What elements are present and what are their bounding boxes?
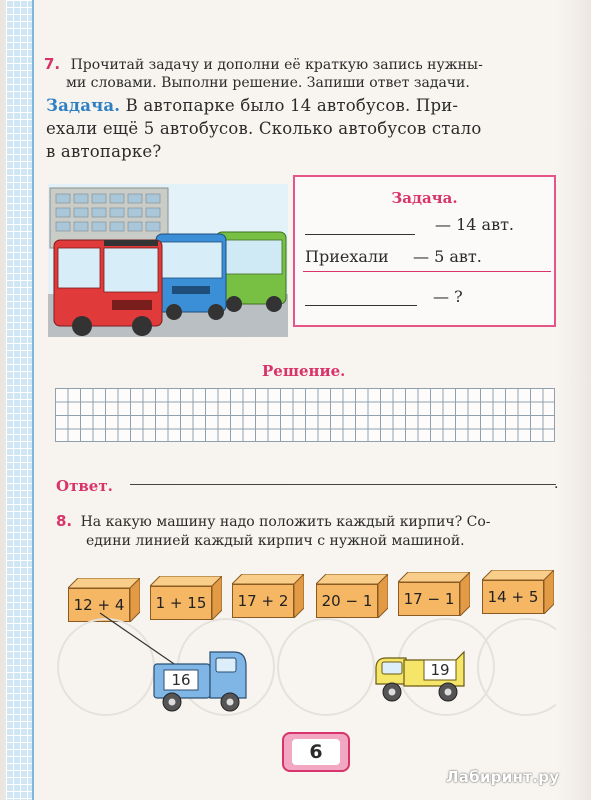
task8-instruction-line2: едини линией каждый кирпич с нужной машиной. [86, 533, 465, 549]
brick-expression: 17 + 2 [232, 584, 294, 618]
problem-line3: в автопарке? [46, 142, 162, 161]
solution-label: Решение. [262, 362, 346, 380]
brick-expression: 20 − 1 [316, 584, 378, 618]
brick-expression: 12 + 4 [68, 588, 130, 622]
record-row3-text: — ? [433, 287, 463, 306]
truck-blue-label: 16 [171, 671, 191, 689]
task8-instruction-line1: На какую машину надо положить каждый кирпич? Со- [80, 514, 491, 530]
brick-expression: 17 − 1 [398, 582, 460, 616]
record-title: Задача. [391, 189, 458, 207]
truck-yellow[interactable] [372, 636, 472, 708]
record-row1-value: — 14 авт. [435, 215, 515, 234]
truck-blue[interactable] [150, 642, 250, 714]
truck-yellow-label: 19 [430, 661, 450, 679]
task7-number: 7. [44, 55, 61, 73]
problem-line1: В автопарке было 14 автобусов. При- [120, 96, 459, 115]
problem-label: Задача. [46, 96, 121, 115]
page-number-badge [282, 732, 350, 772]
brick-expression: 1 + 15 [150, 586, 212, 620]
watermark: Лабиринт.ру [446, 768, 560, 786]
answer-period: . [554, 476, 559, 492]
problem-line2: ехали ещё 5 автобусов. Сколько автобусов стало [46, 119, 482, 138]
brick-expression: 14 + 5 [482, 580, 544, 614]
task7-instruction-line1: Прочитай задачу и дополни её краткую запись нужны- [70, 57, 483, 73]
task8-number: 8. [56, 512, 73, 530]
task7-instruction-line2: ми словами. Выполни решение. Запиши ответ задачи. [66, 75, 470, 91]
record-row2-value: — 5 авт. [413, 247, 482, 266]
page-number: 6 [292, 739, 340, 765]
record-row2-label: Приехали [305, 247, 389, 266]
answer-label: Ответ. [56, 477, 113, 495]
